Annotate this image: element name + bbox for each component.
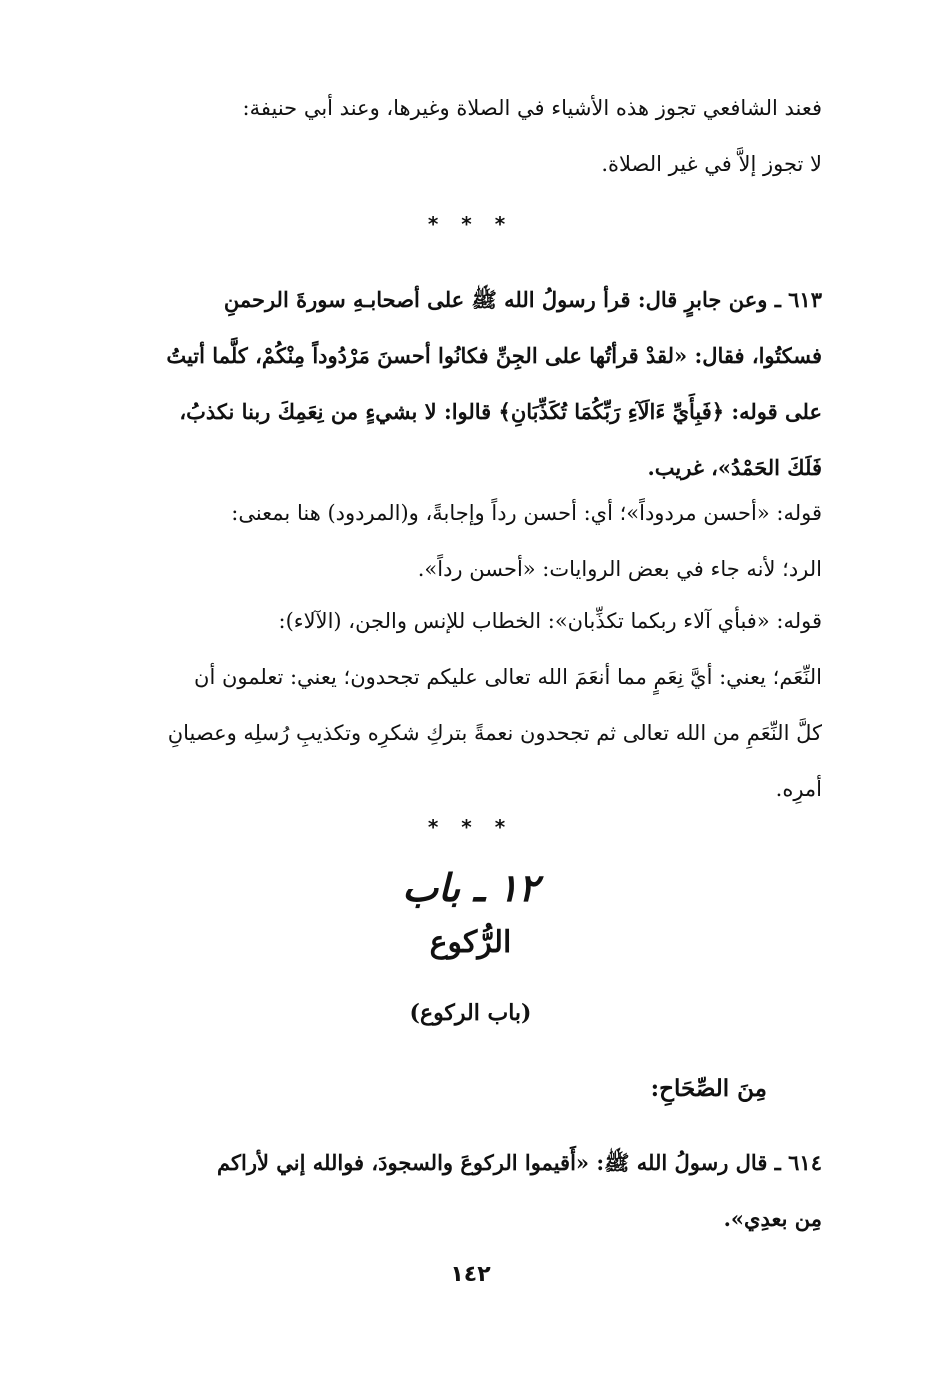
hadith-613: [112, 272, 822, 496]
text-line: لا تجوز إلاَّ في غير الصلاة.: [601, 152, 822, 176]
text-line: ٦١٤ ـ قال رسولُ الله ﷺ: «أَقيموا الركوعَ والسجودَ، فوالله إني لأراكم: [217, 1150, 822, 1175]
paragraph-shafii: [112, 80, 822, 192]
commentary-alaa: [112, 593, 822, 817]
text-line: أمرِه.: [775, 777, 822, 801]
section-separator: * * *: [427, 212, 514, 236]
text-line: فسكتُوا، فقال: «لقدْ قرأتُها على الجِنِّ فكانُوا أحسنَ مَرْدُوداً مِنْكُمْ، كلَّما أتيتُ: [166, 343, 822, 368]
section-separator: * * *: [427, 815, 514, 839]
chapter-title: الرُّكوع: [429, 925, 512, 960]
chapter-subtitle: (باب الركوع): [409, 1000, 532, 1026]
text-line: على قوله: ﴿فَبِأَيِّ ءَالَآءِ رَبِّكُمَا تُكَذِّبَانِ﴾ قالوا: لا بشيءٍ من نِعَمِكَ ربنا نكذبُ،: [179, 399, 822, 424]
text-line: ٦١٣ ـ وعن جابرٍ قال: قرأ رسولُ الله ﷺ على أصحابـهِ سورةَ الرحمنِ: [223, 287, 822, 312]
text-line: قوله: «فبأي آلاء ربكما تكذِّبان»: الخطاب للإنس والجن، (الآلاء):: [278, 609, 822, 633]
text-line: فعند الشافعي تجوز هذه الأشياء في الصلاة وغيرها، وعند أبي حنيفة:: [242, 96, 822, 120]
chapter-number: ١٢ ـ باب: [402, 865, 539, 910]
text-line: مِن بعدِي».: [723, 1206, 822, 1231]
section-label: مِنَ الصِّحَاحِ:: [650, 1075, 767, 1102]
text-line: كلَّ النِّعَمِ من الله تعالى ثم تجحدون نعمةً بتركِ شكرِه وتكذيبِ رُسلِه وعصيانِ: [167, 721, 822, 745]
commentary-mardud: [112, 485, 822, 597]
page-number: ١٤٢: [450, 1262, 491, 1287]
hadith-614: [112, 1135, 822, 1247]
text-line: قوله: «أحسن مردوداً»؛ أي: أحسن رداً وإجابةً، و(المردود) هنا بمعنى:: [231, 501, 822, 525]
text-line: فَلَكَ الحَمْدُ»، غريب.: [647, 455, 822, 480]
text-line: النِّعَم؛ يعني: أيَّ نِعَمٍ مما أنعَمَ الله تعالى عليكم تجحدون؛ يعني: تعلمون أن: [194, 665, 822, 689]
text-line: الرد؛ لأنه جاء في بعض الروايات: «أحسن رداً».: [417, 557, 822, 581]
